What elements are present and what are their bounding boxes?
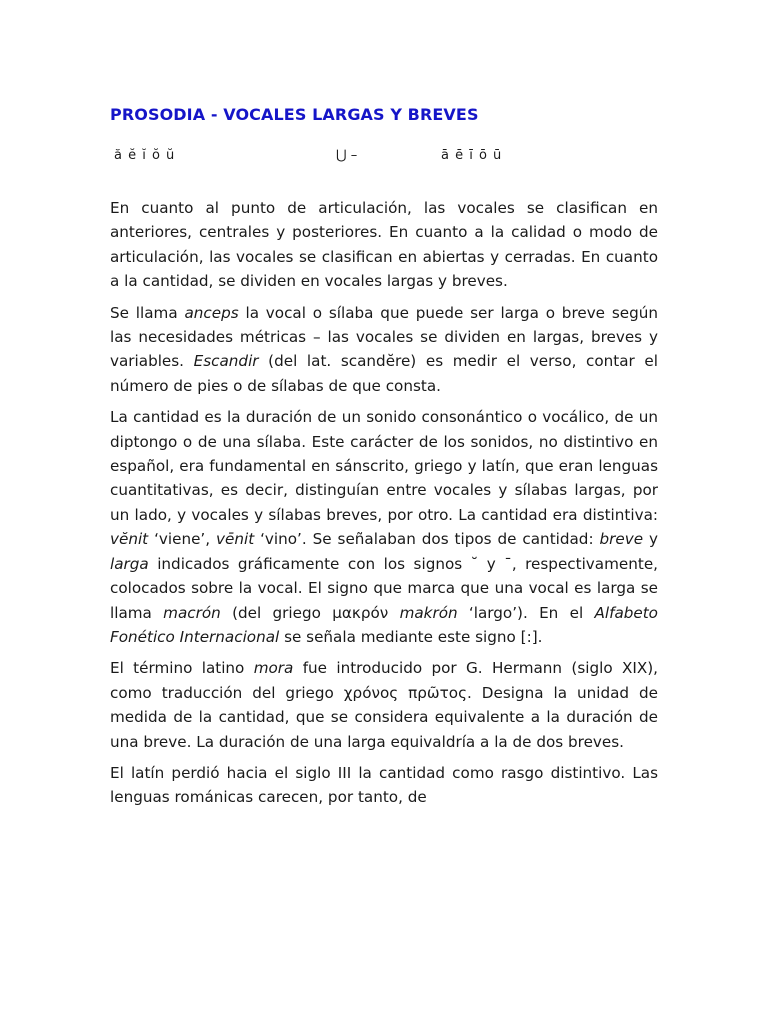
term-makron: makrón (399, 603, 458, 622)
document-title: PROSODIA - VOCALES LARGAS Y BREVES (110, 105, 479, 124)
long-vowels: ā ē ī ō ū (441, 148, 503, 163)
vowel-symbols-row (110, 146, 658, 166)
term-macron: macrón (163, 603, 221, 622)
term-afi: Alfabeto Fonético Internacional (110, 603, 658, 646)
term-mora: mora (253, 659, 294, 678)
document-page (110, 104, 658, 817)
term-venit-long: vēnit (216, 530, 255, 549)
short-vowels: ă ĕ ĭ ŏ ŭ (114, 148, 176, 163)
term-escandir: Escandir (193, 352, 259, 371)
term-anceps: anceps (184, 303, 239, 322)
term-venit-short: vĕnit (110, 530, 149, 549)
term-larga: larga (110, 554, 149, 573)
term-breve: breve (599, 530, 644, 549)
paragraph-mora: El término latino mora fue introducido por G. Hermann (siglo XIX), como traducción del griego χρόνος πρῶτος. Designa la unidad de medida de la cantidad, que se considera equivalente a la duración de una breve. La duración de una larga equivaldría a la de dos breves. (110, 659, 659, 751)
paragraph-articulation: En cuanto al punto de articulación, las vocales se clasifican en anteriores, centrales y posteriores. En cuanto a la calidad o modo de articulación, las vocales se clasifican en abiertas y cerradas. En cuanto a la cantidad, se dividen en vocales largas y breves. (110, 199, 658, 291)
paragraph-anceps: Se llama anceps la vocal o sílaba que puede ser larga o breve según las necesidades métricas – las vocales se dividen en largas, breves y variables. Escandir (del lat. scandĕre) es medir el verso, contar el número de pies o de sílabas de que consta. (110, 303, 658, 395)
quantity-marks: ⋃ – (336, 148, 358, 163)
paragraph-cantidad: La cantidad es la duración de un sonido consonántico o vocálico, de un diptongo o de una sílaba. Este carácter de los sonidos, no distintivo en español, era fundamental en sánscrito, griego y latín, que eran lenguas cuantitativas, es decir, distinguían entre vocales y sílabas largas, por un lado, y vocales y sílabas breves, por otro. La cantidad era distintiva: vĕnit ‘viene’, vēnit ‘vino’. Se señalaban dos tipos de cantidad: breve y larga indicados gráficamente con los signos ˘ y ¯, respectivamente, colocados sobre la vocal. El signo que marca que una vocal es larga se llama macrón (del griego μακρόν makrón ‘largo’). En el Alfabeto Fonético Internacional se señala mediante este signo [:]. (110, 408, 658, 646)
paragraph-latin: El latín perdió hacia el siglo III la cantidad como rasgo distintivo. Las lenguas románicas carecen, por tanto, de (110, 763, 658, 807)
